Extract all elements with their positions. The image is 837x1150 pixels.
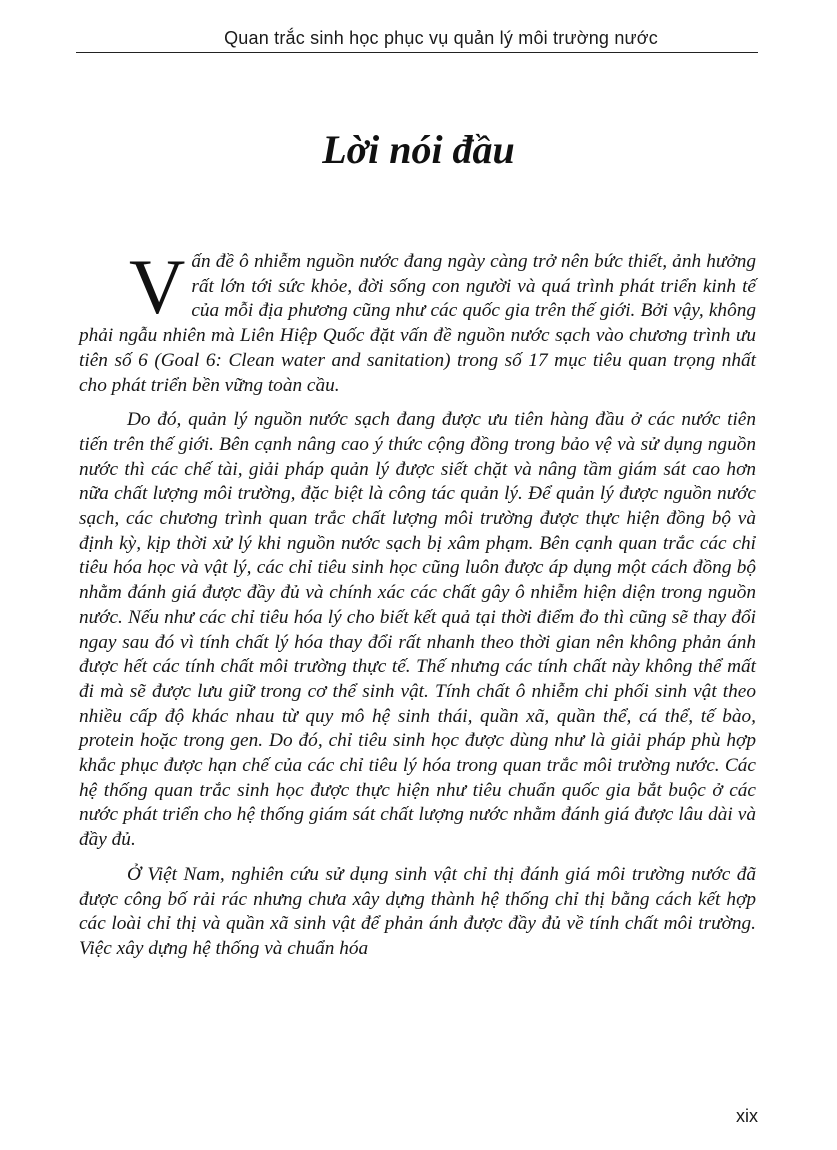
page-title: Lời nói đầu [322,127,515,172]
paragraph-1 [79,243,756,398]
paragraph-2: Do đó, quản lý nguồn nước sạch đang được ưu tiên hàng đầu ở các nước tiên tiến trên thế giới. Bên cạnh nâng cao ý thức cộng đồng trong bảo vệ và sử dụng nguồn nước thì các chế tài, giải pháp quản lý được siết chặt và nâng tầm giám sát cao hơn nữa chất lượng môi trường, đặc biệt là công tác quản lý. Để quản lý được nguồn nước sạch, các chương trình quan trắc chất lượng môi trường được thực hiện đồng bộ và định kỳ, kịp thời xử lý khi nguồn nước sạch bị xâm phạm. Bên cạnh quan trắc các chỉ tiêu hóa học và vật lý, các chỉ tiêu sinh học cũng luôn được áp dụng một cách đồng bộ nhằm đánh giá được đầy đủ và chính xác các chất gây ô nhiễm hiện diện trong nguồn nước. Nếu như các chỉ tiêu hóa lý cho biết kết quả tại thời điểm đo thì cũng sẽ thay đổi ngay sau đó vì tính chất lý hóa thay đổi rất nhanh theo thời gian nên không phản ánh được hết các tính chất môi trường thực tế. Thế nhưng các tính chất này không thể mất đi mà sẽ được lưu giữ trong cơ thể sinh vật. Tính chất ô nhiễm chi phối sinh vật theo nhiều cấp độ khác nhau từ quy mô hệ sinh thái, quần xã, quần thể, cá thể, tế bào, protein hoặc trong gen. Do đó, chỉ tiêu sinh học được dùng như là giải pháp phù hợp khắc phục được hạn chế của các chỉ tiêu lý hóa trong quan trắc môi trường nước. Các hệ thống quan trắc sinh học được thực hiện như tiêu chuẩn quốc gia bắt buộc ở các nước phát triển cho hệ thống giám sát chất lượng nước nhằm đánh giá được lâu dài và đầy đủ. [79,409,756,851]
header-rule [76,52,758,53]
running-header: Quan trắc sinh học phục vụ quản lý môi trường nước [224,28,658,48]
body-text [79,243,756,972]
paragraph-3: Ở Việt Nam, nghiên cứu sử dụng sinh vật chỉ thị đánh giá môi trường nước đã được công bố rải rác nhưng chưa xây dựng thành hệ thống chỉ thị bằng cách kết hợp các loài chỉ thị và quần xã sinh vật để phản ánh được đầy đủ về tính chất môi trường. Việc xây dựng hệ thống và chuẩn hóa [79,863,756,959]
paragraph-1-text: ấn đề ô nhiễm nguồn nước đang ngày càng trở nên bức thiết, ảnh hưởng rất lớn tới sức khỏe, đời sống con người và quá trình phát triển kinh tế của mỗi địa phương cũng như các quốc gia trên thế giới. Bởi vậy, không phải ngẫu nhiên mà Liên Hiệp Quốc đặt vấn đề nguồn nước sạch vào chương trình ưu tiên số 6 (Goal 6: Clean water and sanitation) trong số 17 mục tiêu quan trọng nhất cho phát triển bền vững toàn cầu. [79,251,756,396]
drop-cap: V [129,243,186,330]
page-number: xix [736,1106,758,1126]
